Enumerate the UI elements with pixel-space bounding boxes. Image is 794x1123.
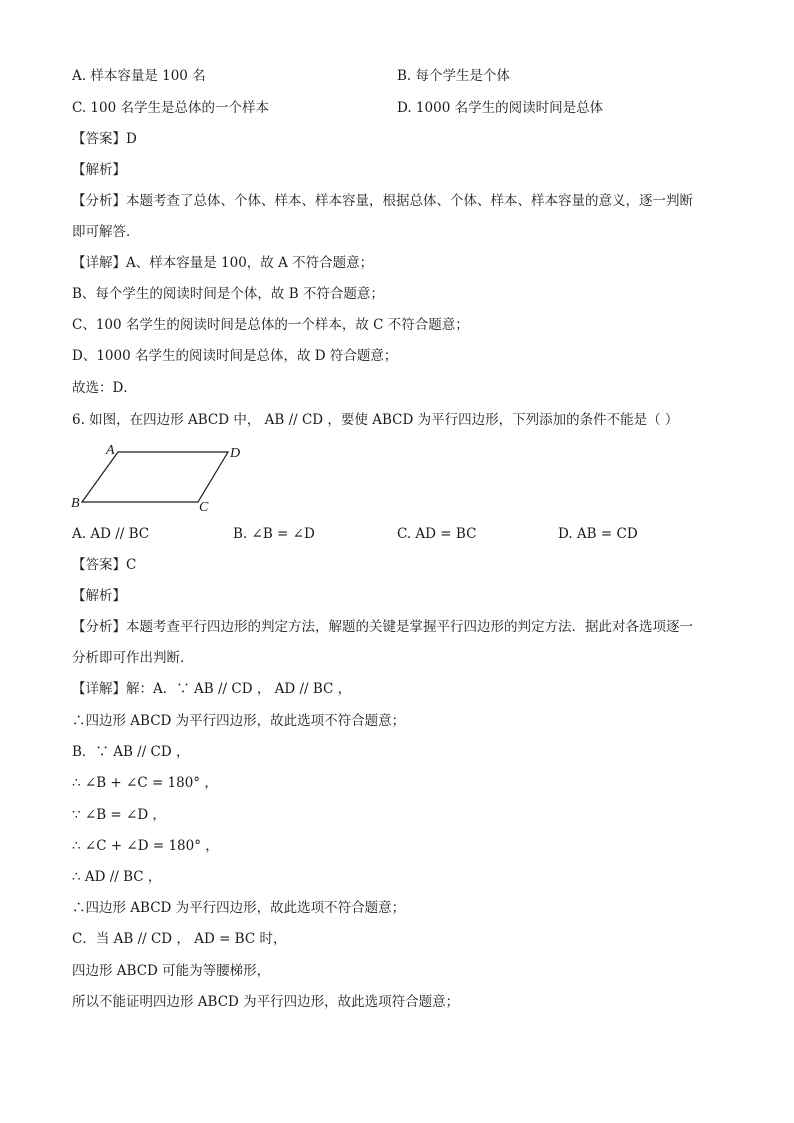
q6-solution-line-9: C．当 AB // CD ， AD = BC 时， — [72, 931, 287, 947]
q5-detail-4: D、1000 名学生的阅读时间是总体，故 D 符合题意； — [72, 348, 398, 364]
vertex-label-d: D — [230, 446, 241, 461]
q5-detail-1: 【详解】A、样本容量是 100，故 A 不符合题意； — [72, 255, 374, 271]
q6-solution-line-10: 四边形 ABCD 可能为等腰梯形， — [72, 963, 271, 979]
q6-analysis-text-1: 【分析】本题考查平行四边形的判定方法，解题的关键是掌握平行四边形的判定方法．据此对各选项逐一 — [72, 619, 693, 635]
vertex-label-b: B — [71, 496, 80, 511]
q6-solution-line-4: ∴ ∠B + ∠C = 180° ， — [72, 775, 218, 791]
q5-analysis-text-2: 即可解答． — [72, 224, 140, 240]
vertex-label-a: A — [106, 443, 115, 458]
q5-detail-5: 故选：D． — [72, 380, 137, 396]
q5-detail-3: C、100 名学生的阅读时间是总体的一个样本，故 C 不符合题意； — [72, 317, 469, 333]
q6-answer: 【答案】C — [72, 557, 137, 573]
q6-analysis-text-2: 分析即可作出判断． — [72, 650, 194, 666]
q6-solution-line-1: 【详解】解：A．∵ AB // CD ， AD // BC ， — [72, 681, 352, 697]
q5-option-b: B. 每个学生是个体 — [397, 68, 511, 84]
vertex-label-c: C — [199, 500, 209, 515]
q5-analysis-heading: 【解析】 — [72, 162, 126, 178]
q5-option-d: D. 1000 名学生的阅读时间是总体 — [397, 100, 604, 116]
q5-analysis-text-1: 【分析】本题考查了总体、个体、样本、样本容量，根据总体、个体、样本、样本容量的意义，逐一判断 — [72, 193, 693, 209]
q6-stem: 6. 如图，在四边形 ABCD 中， AB // CD ，要使 ABCD 为平行四边形，下列添加的条件不能是（ ） — [72, 412, 679, 428]
q6-solution-line-6: ∴ ∠C + ∠D = 180° ， — [72, 838, 219, 854]
q6-solution-line-3: B．∵ AB // CD ， — [72, 744, 190, 760]
parallelogram-shape — [82, 452, 228, 502]
q6-solution-line-11: 所以不能证明四边形 ABCD 为平行四边形，故此选项符合题意； — [72, 994, 460, 1010]
q6-solution-line-7: ∴ AD // BC ， — [72, 869, 162, 885]
q6-analysis-heading: 【解析】 — [72, 588, 126, 604]
q6-option-d: D. AB = CD — [558, 526, 638, 542]
q5-answer: 【答案】D — [72, 131, 137, 147]
q6-option-a: A. AD // BC — [72, 526, 150, 542]
q5-option-a: A. 样本容量是 100 名 — [72, 68, 206, 84]
q5-option-c: C. 100 名学生是总体的一个样本 — [72, 100, 269, 116]
q6-solution-line-5: ∵ ∠B = ∠D ， — [72, 807, 166, 823]
parallelogram-figure — [66, 440, 256, 516]
q5-detail-2: B、每个学生的阅读时间是个体，故 B 不符合题意； — [72, 286, 384, 302]
q6-option-c: C. AD = BC — [397, 526, 477, 542]
q6-solution-line-8: ∴四边形 ABCD 为平行四边形，故此选项不符合题意； — [72, 900, 406, 916]
q6-solution-line-2: ∴四边形 ABCD 为平行四边形，故此选项不符合题意； — [72, 713, 406, 729]
q6-option-b: B. ∠B = ∠D — [233, 526, 315, 542]
